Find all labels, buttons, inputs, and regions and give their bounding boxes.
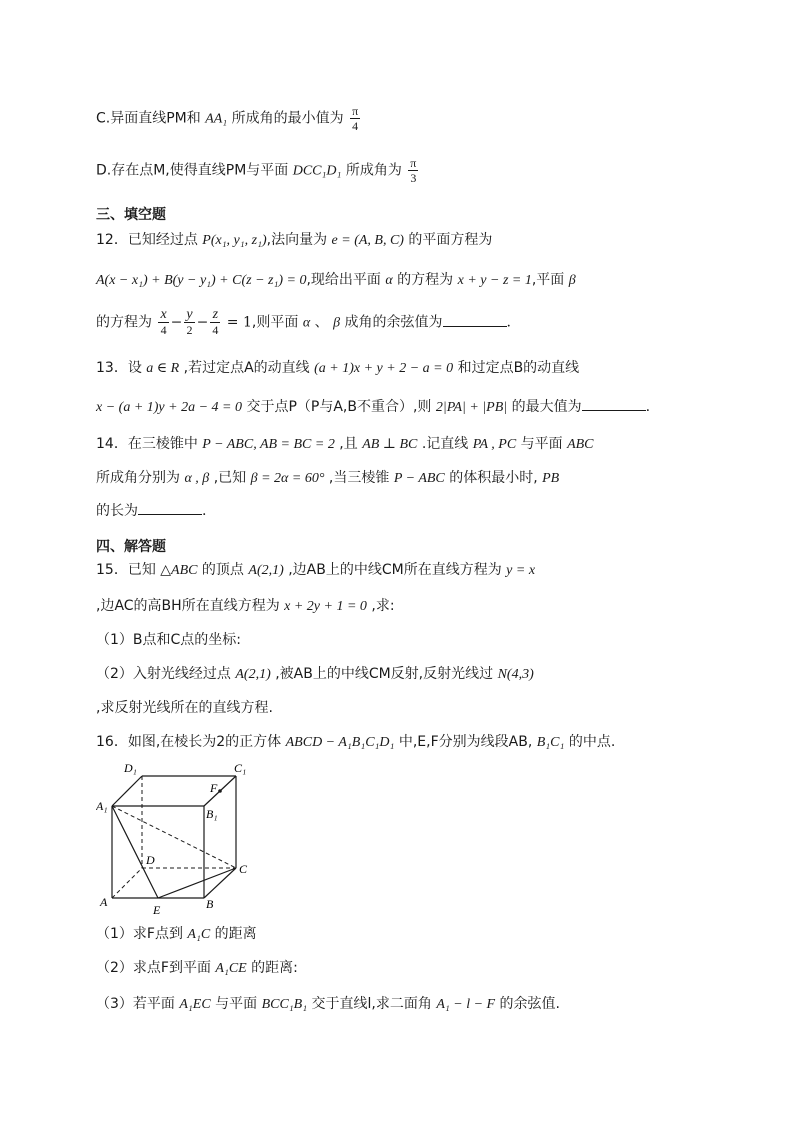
q12-line-3: 的方程为 $\frac{x}{4}$ − $\frac{y}{2}$ − $\frac{z}{4}$ = 1,则平面 α 、 β 成角的余弦值为 . (96, 307, 511, 337)
section-heading-answers: 四、解答题 (96, 539, 166, 555)
q15-part-1: （1）B点和C点的坐标: (96, 632, 242, 648)
label-b: B (206, 897, 214, 911)
label-f: F (210, 781, 218, 795)
q16-part-3: （3）若平面 A₁EC 与平面 BCC₁B₁ 交于直线l,求二面角 A₁ − l − F 的余弦值. (96, 996, 561, 1012)
q16-part-2: （2）求点F到平面 A₁CE 的距离: (96, 960, 298, 976)
hidden-edge-a-d (112, 868, 142, 898)
q15-part-2: （2）入射光线经过点 A(2,1) ,被AB上的中线CM反射,反射光线过 N(4,3) (96, 666, 534, 682)
q13-line-1: 13．设 a ∈ R ,若过定点A的动直线 (a + 1)x + y + 2 − a = 0 和过定点B的动直线 (96, 360, 580, 376)
label-c1: C₁ (234, 761, 247, 775)
option-c: C.异面直线PM和 AA₁ 所成角的最小值为 $\frac{\pi}{4}$ (96, 104, 359, 133)
section-heading-fill-in: 三、填空题 (96, 207, 166, 223)
edge-a1-d1 (112, 776, 142, 806)
q16-line-1: 16．如图,在棱长为2的正方体 ABCD − A₁B₁C₁D₁ 中,E,F分别为线段AB, B₁C₁ 的中点. (96, 734, 616, 750)
label-a1: A₁ (96, 799, 108, 813)
q15-line-2: ,边AC的高BH所在直线方程为 x + 2y + 1 = 0 ,求: (96, 598, 395, 614)
cube-diagram (96, 760, 266, 920)
q14-line-2: 所成角分别为 α , β ,已知 β = 2α = 60° ,当三棱锥 P − ABC 的体积最小时, PB (96, 470, 560, 486)
q13-line-2: x − (a + 1)y + 2a − 4 = 0 交于点P（P与A,B不重合）,则 2|PA| + |PB| 的最大值为 . (96, 396, 650, 418)
edge-b-c (204, 868, 236, 898)
answer-blank (138, 500, 202, 515)
q15-line-5: ,求反射光线所在的直线方程. (96, 700, 273, 716)
label-d1: D₁ (124, 761, 137, 775)
label-d: D (146, 853, 155, 867)
q12-line-2: A(x − x₁) + B(y − y₁) + C(z − z₁) = 0,现给出平面 α 的方程为 x + y − z = 1,平面 β (96, 272, 576, 288)
segment-a1-e (112, 806, 158, 898)
point-f (218, 789, 222, 793)
segment-e-c (158, 868, 236, 898)
cube-figure (96, 760, 266, 920)
fraction: $\frac{\pi}{4}$ (352, 104, 359, 133)
label-b1: B₁ (206, 807, 218, 821)
q12-line-1: 12．已知经过点 P(x₁, y₁, z₁),法向量为 e = (A, B, C) 的平面方程为 (96, 232, 493, 248)
option-d: D.存在点M,使得直线PM与平面 DCC₁D₁ 所成角为 $\frac{\pi}{3}$ (96, 156, 417, 185)
label-e: E (153, 903, 161, 917)
q15-line-1: 15．已知 △ABC 的顶点 A(2,1) ,边AB上的中线CM所在直线方程为 y = x (96, 562, 536, 578)
label-a: A (100, 895, 108, 909)
q14-line-1: 14．在三棱锥中 P − ABC, AB = BC = 2 ,且 AB ⊥ BC .记直线 PA , PC 与平面 ABC (96, 436, 594, 452)
answer-blank (582, 396, 646, 411)
label-c: C (239, 862, 248, 876)
q16-part-1: （1）求F点到 A₁C 的距离 (96, 926, 257, 942)
fraction: $\frac{\pi}{3}$ (410, 156, 417, 185)
answer-blank (443, 312, 507, 327)
q14-line-3: 的长为 . (96, 500, 206, 521)
